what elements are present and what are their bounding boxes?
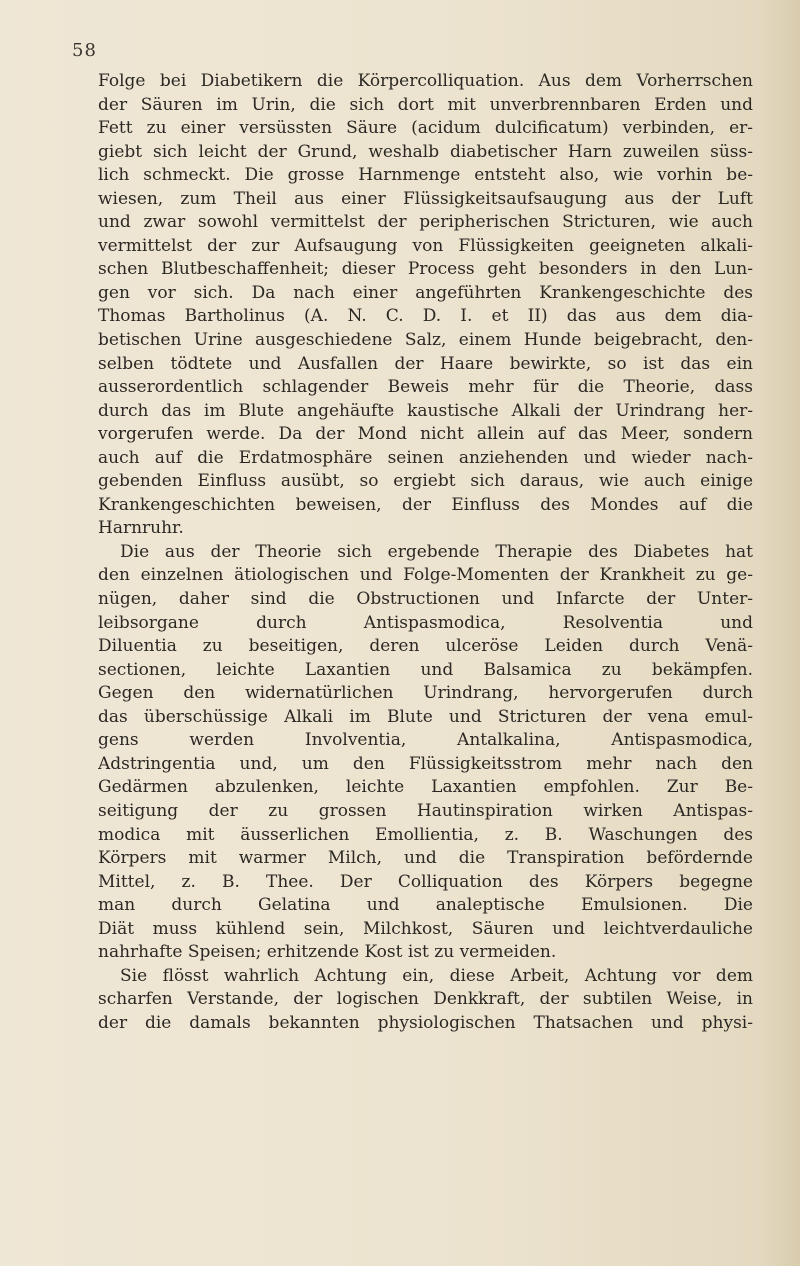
text-line: Diät muss kühlend sein, Milchkost, Säuren und leichtverdauliche	[98, 918, 753, 939]
page-number: 58	[72, 40, 97, 61]
text-line: Folge bei Diabetikern die Körpercolliquation. Aus dem Vorherrschen	[98, 71, 753, 91]
text-line: ausserordentlich schlagender Beweis mehr für die Theorie, dass	[98, 377, 753, 398]
text-line: Körpers mit warmer Milch, und die Transpiration befördernde	[98, 848, 753, 869]
text-line: vermittelst der zur Aufsaugung von Flüssigkeiten geeigneten alkali-	[98, 235, 753, 256]
text-line: Gedärmen abzulenken, leichte Laxantien empfohlen. Zur Be-	[98, 777, 753, 798]
text-line: durch das im Blute angehäufte kaustische Alkali der Urindrang her-	[98, 400, 753, 421]
text-line: Harnruhr.	[98, 518, 184, 539]
text-line: man durch Gelatina und analeptische Emulsionen. Die	[98, 895, 753, 916]
text-line: Thomas Bartholinus (A. N. C. D. I. et II) das aus dem dia-	[98, 306, 753, 327]
text-line: selben tödtete und Ausfallen der Haare bewirkte, so ist das ein	[98, 353, 753, 374]
text-line: und zwar sowohl vermittelst der peripherischen Stricturen, wie auch	[98, 212, 753, 233]
text-line: schen Blutbeschaffenheit; dieser Process geht besonders in den Lun-	[98, 259, 753, 280]
text-line: Fett zu einer versüssten Säure (acidum dulcificatum) verbinden, er-	[98, 118, 753, 139]
text-line: Sie flösst wahrlich Achtung ein, diese Arbeit, Achtung vor dem	[120, 965, 753, 986]
text-line: der die damals bekannten physiologischen Thatsachen und physi-	[98, 1012, 753, 1033]
text-line: Gegen den widernatürlichen Urindrang, hervorgerufen durch	[98, 683, 753, 704]
text-line: nügen, daher sind die Obstructionen und Infarcte der Unter-	[98, 589, 753, 610]
text-line: Diluentia zu beseitigen, deren ulceröse Leiden durch Venä-	[98, 636, 753, 657]
text-line: vorgerufen werde. Da der Mond nicht allein auf das Meer, sondern	[98, 424, 753, 445]
text-line: sectionen, leichte Laxantien und Balsamica zu bekämpfen.	[98, 659, 753, 680]
body-text	[98, 70, 753, 1035]
text-line: wiesen, zum Theil aus einer Flüssigkeitsaufsaugung aus der Luft	[98, 188, 753, 209]
text-line: gebenden Einfluss ausübt, so ergiebt sich daraus, wie auch einige	[98, 471, 753, 492]
text-line: Krankengeschichten beweisen, der Einfluss des Mondes auf die	[98, 494, 753, 515]
text-line: modica mit äusserlichen Emollientia, z. B. Waschungen des	[98, 824, 753, 845]
text-line: Mittel, z. B. Thee. Der Colliquation des Körpers begegne	[98, 871, 753, 892]
text-line: leibsorgane durch Antispasmodica, Resolventia und	[98, 612, 753, 633]
text-line: lich schmeckt. Die grosse Harnmenge entsteht also, wie vorhin be-	[98, 165, 753, 186]
text-line: Adstringentia und, um den Flüssigkeitsstrom mehr nach den	[98, 753, 753, 774]
text-line: der Säuren im Urin, die sich dort mit unverbrennbaren Erden und	[98, 94, 753, 115]
text-line: betischen Urine ausgeschiedene Salz, einem Hunde beigebracht, den-	[98, 330, 753, 351]
text-line: gens werden Involventia, Antalkalina, Antispasmodica,	[98, 730, 753, 751]
text-line: auch auf die Erdatmosphäre seinen anziehenden und wieder nach-	[98, 447, 753, 468]
text-line: scharfen Verstande, der logischen Denkkraft, der subtilen Weise, in	[98, 989, 753, 1010]
text-line: gen vor sich. Da nach einer angeführten Krankengeschichte des	[98, 282, 753, 303]
text-line: Die aus der Theorie sich ergebende Therapie des Diabetes hat	[120, 541, 753, 562]
text-line: seitigung der zu grossen Hautinspiration wirken Antispas-	[98, 800, 753, 821]
text-line: nahrhafte Speisen; erhitzende Kost ist zu vermeiden.	[98, 942, 557, 963]
text-line: das überschüssige Alkali im Blute und Stricturen der vena emul-	[98, 706, 753, 727]
text-line: den einzelnen ätiologischen und Folge-Momenten der Krankheit zu ge-	[98, 565, 753, 586]
text-line: giebt sich leicht der Grund, weshalb diabetischer Harn zuweilen süss-	[98, 141, 753, 162]
